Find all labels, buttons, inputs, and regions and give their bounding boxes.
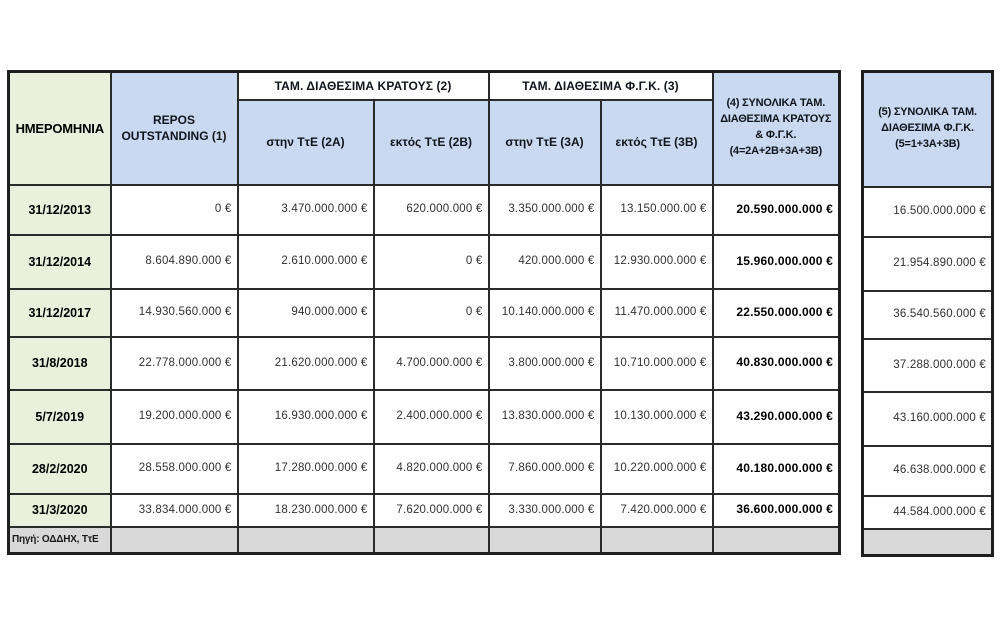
repos-outstanding-cell: 14.930.560.000 € <box>111 289 238 337</box>
side-table-body <box>863 187 993 556</box>
repos-outstanding-cell: 0 € <box>111 185 238 235</box>
table-row <box>9 494 840 527</box>
side-table-row <box>863 291 993 339</box>
empty-footer-cell <box>238 527 374 554</box>
state-reserves-boG-cell: 3.470.000.000 € <box>238 185 374 235</box>
total-fgk-cell: 37.288.000.000 € <box>863 339 993 392</box>
total-state-fgk-cell: 40.830.000.000 € <box>713 337 840 390</box>
date-cell: 31/12/2017 <box>9 289 111 337</box>
side-table-header <box>863 72 993 187</box>
repos-outstanding-cell: 8.604.890.000 € <box>111 235 238 289</box>
side-table-row <box>863 446 993 496</box>
fgk-reserves-outside-boG-cell: 11.470.000.000 € <box>601 289 713 337</box>
state-reserves-outside-boG-cell: 4.820.000.000 € <box>374 444 489 494</box>
total-fgk-cell: 16.500.000.000 € <box>863 187 993 237</box>
empty-footer-cell <box>863 529 993 556</box>
date-cell: 31/12/2013 <box>9 185 111 235</box>
empty-footer-cell <box>489 527 601 554</box>
state-reserves-boG-cell: 940.000.000 € <box>238 289 374 337</box>
state-reserves-boG-cell: 21.620.000.000 € <box>238 337 374 390</box>
date-cell: 31/12/2014 <box>9 235 111 289</box>
fgk-reserves-group-header: ΤΑΜ. ΔΙΑΘΕΣΙΜΑ Φ.Γ.Κ. (3) <box>489 72 713 100</box>
table-row <box>9 444 840 494</box>
table-row <box>9 390 840 444</box>
fgk-reserves-outside-boG-cell: 12.930.000.000 € <box>601 235 713 289</box>
col-3a-header: στην ΤτΕ (3Α) <box>489 100 601 185</box>
total-state-fgk-cell: 36.600.000.000 € <box>713 494 840 527</box>
fgk-reserves-boG-cell: 420.000.000 € <box>489 235 601 289</box>
fgk-reserves-boG-cell: 3.330.000.000 € <box>489 494 601 527</box>
repos-outstanding-cell: 33.834.000.000 € <box>111 494 238 527</box>
repos-outstanding-cell: 19.200.000.000 € <box>111 390 238 444</box>
total-4-column-header: (4) ΣΥΝΟΛΙΚΑ ΤΑΜ. ΔΙΑΘΕΣΙΜΑ ΚΡΑΤΟΥΣ & Φ.Γ.Κ. (4=2Α+2Β+3Α+3Β) <box>713 72 840 185</box>
date-cell: 5/7/2019 <box>9 390 111 444</box>
total-state-fgk-cell: 22.550.000.000 € <box>713 289 840 337</box>
col-2a-header: στην ΤτΕ (2Α) <box>238 100 374 185</box>
fgk-reserves-boG-cell: 3.800.000.000 € <box>489 337 601 390</box>
side-source-row <box>863 529 993 556</box>
side-table-row <box>863 237 993 291</box>
date-cell: 31/3/2020 <box>9 494 111 527</box>
side-table-row <box>863 339 993 392</box>
state-reserves-outside-boG-cell: 7.620.000.000 € <box>374 494 489 527</box>
total-state-fgk-cell: 40.180.000.000 € <box>713 444 840 494</box>
side-table-row <box>863 496 993 529</box>
fgk-reserves-boG-cell: 7.860.000.000 € <box>489 444 601 494</box>
fgk-total-table <box>861 70 994 557</box>
total-fgk-cell: 21.954.890.000 € <box>863 237 993 291</box>
state-cash-reserves-table <box>7 70 841 555</box>
state-reserves-outside-boG-cell: 4.700.000.000 € <box>374 337 489 390</box>
fgk-reserves-boG-cell: 3.350.000.000 € <box>489 185 601 235</box>
state-reserves-boG-cell: 17.280.000.000 € <box>238 444 374 494</box>
table-row <box>9 235 840 289</box>
side-header-row <box>863 72 993 187</box>
total-5-column-header: (5) ΣΥΝΟΛΙΚΑ ΤΑΜ. ΔΙΑΘΕΣΙΜΑ Φ.Γ.Κ. (5=1+3Α+3Β) <box>863 72 993 187</box>
total-fgk-cell: 46.638.000.000 € <box>863 446 993 496</box>
repos-outstanding-cell: 22.778.000.000 € <box>111 337 238 390</box>
state-reserves-boG-cell: 18.230.000.000 € <box>238 494 374 527</box>
state-reserves-outside-boG-cell: 0 € <box>374 289 489 337</box>
total-fgk-cell: 36.540.560.000 € <box>863 291 993 339</box>
fgk-reserves-outside-boG-cell: 13.150.000.00 € <box>601 185 713 235</box>
state-reserves-outside-boG-cell: 0 € <box>374 235 489 289</box>
total-fgk-cell: 43.160.000.000 € <box>863 392 993 446</box>
table-body <box>9 185 840 554</box>
table-header <box>9 72 840 185</box>
fgk-reserves-outside-boG-cell: 10.710.000.000 € <box>601 337 713 390</box>
state-reserves-boG-cell: 16.930.000.000 € <box>238 390 374 444</box>
fgk-reserves-outside-boG-cell: 7.420.000.000 € <box>601 494 713 527</box>
total-state-fgk-cell: 15.960.000.000 € <box>713 235 840 289</box>
source-row <box>9 527 840 554</box>
table-row <box>9 289 840 337</box>
side-table-row <box>863 392 993 446</box>
state-reserves-outside-boG-cell: 2.400.000.000 € <box>374 390 489 444</box>
side-table-row <box>863 187 993 237</box>
repos-outstanding-cell: 28.558.000.000 € <box>111 444 238 494</box>
total-state-fgk-cell: 43.290.000.000 € <box>713 390 840 444</box>
date-cell: 28/2/2020 <box>9 444 111 494</box>
fgk-reserves-boG-cell: 13.830.000.000 € <box>489 390 601 444</box>
source-note: Πηγή: ΟΔΔΗΧ, ΤτΕ <box>9 527 111 554</box>
fgk-reserves-boG-cell: 10.140.000.000 € <box>489 289 601 337</box>
fgk-reserves-outside-boG-cell: 10.130.000.000 € <box>601 390 713 444</box>
cash-reserves-tables <box>7 70 994 557</box>
empty-footer-cell <box>374 527 489 554</box>
col-2b-header: εκτός ΤτΕ (2Β) <box>374 100 489 185</box>
table-row <box>9 185 840 235</box>
state-reserves-group-header: ΤΑΜ. ΔΙΑΘΕΣΙΜΑ ΚΡΑΤΟΥΣ (2) <box>238 72 489 100</box>
repos-outstanding-column-header: REPOS OUTSTANDING (1) <box>111 72 238 185</box>
total-state-fgk-cell: 20.590.000.000 € <box>713 185 840 235</box>
state-reserves-boG-cell: 2.610.000.000 € <box>238 235 374 289</box>
table-row <box>9 337 840 390</box>
empty-footer-cell <box>713 527 840 554</box>
empty-footer-cell <box>111 527 238 554</box>
group-header-row <box>9 72 840 100</box>
date-cell: 31/8/2018 <box>9 337 111 390</box>
state-reserves-outside-boG-cell: 620.000.000 € <box>374 185 489 235</box>
date-column-header: ΗΜΕΡΟΜΗΝΙΑ <box>9 72 111 185</box>
col-3b-header: εκτός ΤτΕ (3Β) <box>601 100 713 185</box>
fgk-reserves-outside-boG-cell: 10.220.000.000 € <box>601 444 713 494</box>
empty-footer-cell <box>601 527 713 554</box>
total-fgk-cell: 44.584.000.000 € <box>863 496 993 529</box>
